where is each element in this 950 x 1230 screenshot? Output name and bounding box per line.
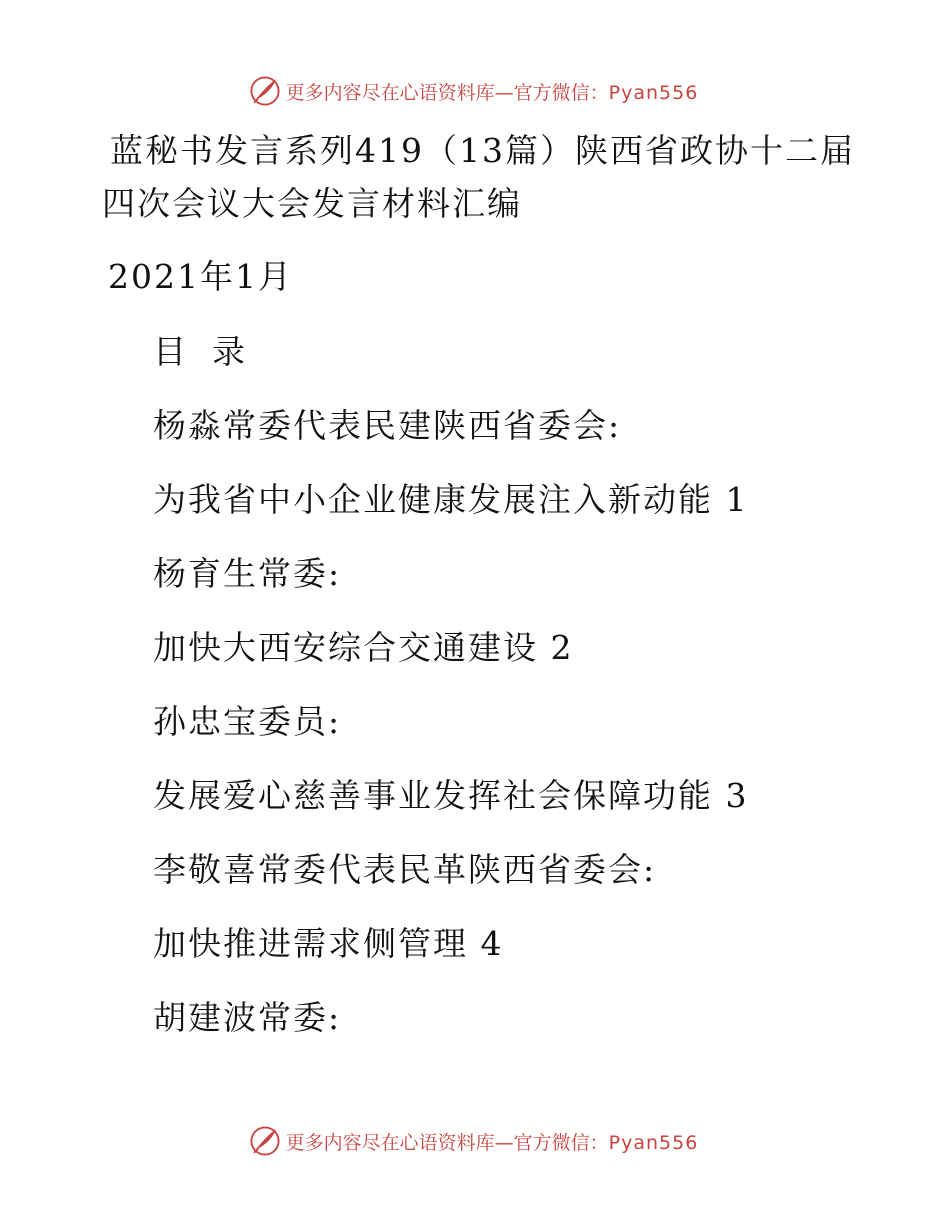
title-line-2: 四次会议大会发言材料汇编 [102, 184, 522, 223]
toc-entry: 孙忠宝委员: [153, 702, 342, 741]
table-of-contents [153, 330, 749, 1070]
toc-entry: 加快大西安综合交通建设 2 [153, 628, 574, 667]
document-date: 2021年1月 [108, 257, 293, 296]
toc-entry: 胡建波常委: [153, 998, 342, 1037]
toc-entry: 加快推进需求侧管理 4 [153, 924, 504, 963]
toc-heading: 目 录 [153, 332, 247, 371]
quill-logo-icon [248, 1124, 282, 1158]
toc-entry: 为我省中小企业健康发展注入新动能 1 [153, 480, 749, 519]
title-line-1: 蓝秘书发言系列419（13篇）陕西省政协十二届 [110, 131, 855, 170]
watermark-footer [0, 1121, 950, 1161]
toc-entry: 发展爱心慈善事业发挥社会保障功能 3 [153, 776, 749, 815]
toc-entry: 杨淼常委代表民建陕西省委会: [153, 406, 622, 445]
toc-entry: 李敬喜常委代表民革陕西省委会: [153, 850, 657, 889]
toc-entry: 杨育生常委: [153, 554, 342, 593]
watermark-text: 更多内容尽在心语资料库—官方微信：Pyan556 [285, 1131, 699, 1154]
watermark-header [0, 71, 950, 111]
document-title [102, 124, 862, 230]
quill-logo-icon [248, 74, 282, 108]
watermark-text: 更多内容尽在心语资料库—官方微信：Pyan556 [285, 81, 699, 104]
